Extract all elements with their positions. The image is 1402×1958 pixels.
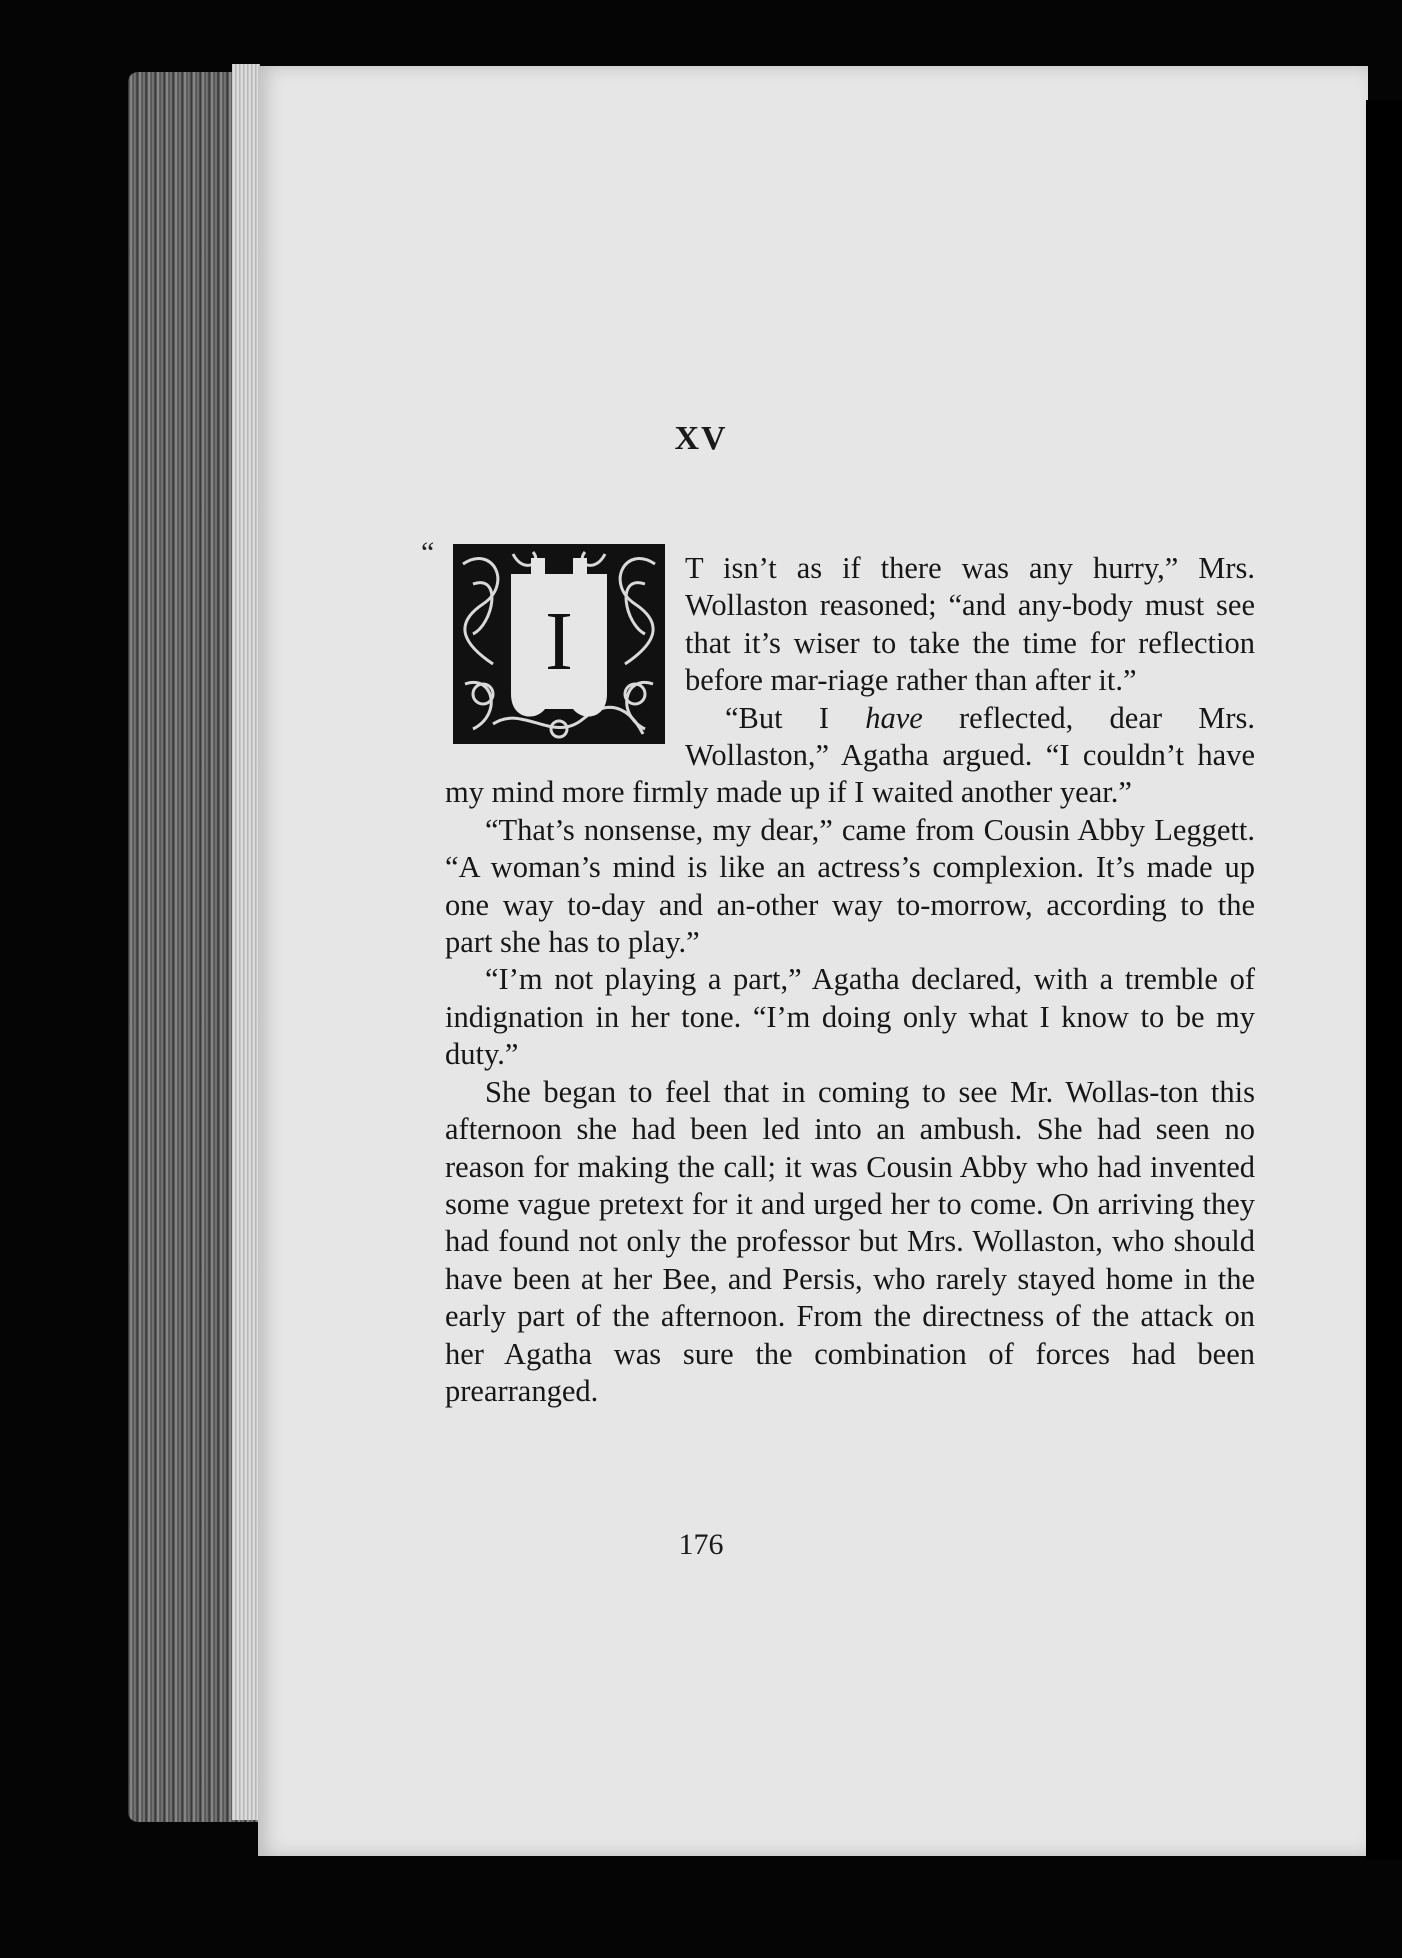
emphasized-word: have bbox=[865, 700, 923, 735]
paragraph-2: “But I have reflected, dear Mrs. Wollaston,” Agatha argued. “I couldn’t have my mind more firmly made up if I waited another year.” bbox=[445, 700, 1256, 810]
paragraph-1: T isn’t as if there was any hurry,” Mrs. Wollaston reasoned; “and any-body must see that it’s wiser to take the time for reflection before mar-riage rather than after it.” bbox=[685, 551, 1255, 698]
ornamental-drop-cap bbox=[453, 544, 665, 744]
drop-cap-block bbox=[421, 536, 675, 740]
page-number: 176 bbox=[678, 1528, 724, 1561]
facing-page-shadow bbox=[1366, 100, 1402, 1860]
paragraph-4: “I’m not playing a part,” Agatha declared, with a tremble of indignation in her tone. “I’m doing only what I know to be my duty.” bbox=[445, 962, 1255, 1072]
chapter-heading: XV bbox=[674, 420, 728, 457]
paragraph-3: “That’s nonsense, my dear,” came from Cousin Abby Leggett. “A woman’s mind is like an actress’s complexion. It’s made up one way to-day and an-other way to-morrow, according to the part she has to play.” bbox=[445, 812, 1255, 960]
paragraph-5: She began to feel that in coming to see Mr. Wollas-ton this afternoon she had been led into an ambush. She had seen no reason for making the call; it was Cousin Abby who had invented some vague pretext for it and urged her to come. On arriving they had found not only the professor but Mrs. Wollaston, who should have been at her Bee, and Persis, who rarely stayed home in the early part of the afternoon. From the directness of the attack on her Agatha was sure the combination of forces had been prearranged. bbox=[445, 1074, 1255, 1408]
opening-quote: “ bbox=[421, 536, 435, 569]
svg-text:I: I bbox=[545, 595, 573, 688]
body-text bbox=[421, 536, 1256, 1410]
